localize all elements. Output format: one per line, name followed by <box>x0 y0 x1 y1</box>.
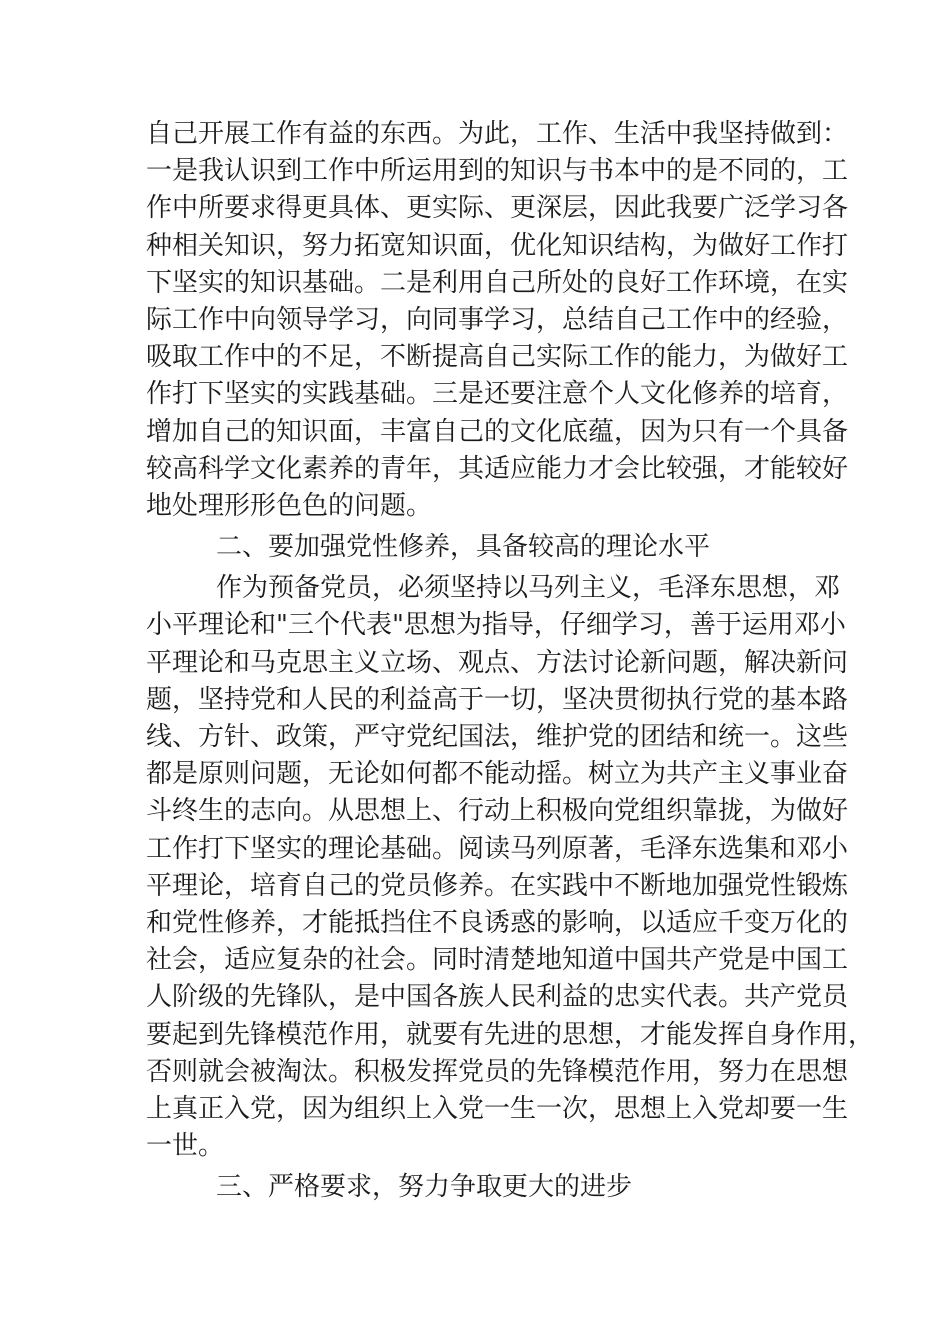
text-line: 平理论和马克思主义立场、观点、方法讨论新问题，解决新问 <box>146 647 849 678</box>
text-line: 一是我认识到工作中所运用到的知识与书本中的是不同的，工 <box>146 156 849 187</box>
text-line: 人阶级的先锋队，是中国各族人民利益的忠实代表。共产党员 <box>146 982 849 1013</box>
text-line: 际工作中向领导学习，向同事学习，总结自己工作中的经验， <box>146 304 849 335</box>
text-line: 线、方针、政策，严守党纪国法，维护党的团结和统一。这些 <box>146 722 849 752</box>
text-line: 作为预备党员，必须坚持以马列主义，毛泽东思想，邓 <box>216 573 841 604</box>
text-line: 吸取工作中的不足，不断提高自己实际工作的能力，为做好工 <box>146 342 849 373</box>
section-heading-3: 三、严格要求，努力争取更大的进步 <box>216 1172 633 1203</box>
text-line: 社会，适应复杂的社会。同时清楚地知道中国共产党是中国工 <box>146 945 849 976</box>
text-line: 较高科学文化素养的青年，其适应能力才会比较强，才能较好 <box>146 453 849 484</box>
text-line: 工作打下坚实的理论基础。阅读马列原著，毛泽东选集和邓小 <box>146 833 849 864</box>
text-line: 增加自己的知识面，丰富自己的文化底蕴，因为只有一个具备 <box>146 416 849 447</box>
text-line: 作中所要求得更具体、更实际、更深层，因此我要广泛学习各 <box>146 193 849 224</box>
document-body <box>146 116 875 1206</box>
text-line: 上真正入党，因为组织上入党一生一次，思想上入党却要一生 <box>146 1093 849 1124</box>
text-line: 一世。 <box>146 1131 225 1162</box>
text-line: 要起到先锋模范作用，就要有先进的思想，才能发挥自身作用， <box>146 1019 875 1050</box>
section-heading-2: 二、要加强党性修养，具备较高的理论水平 <box>216 532 711 563</box>
text-line: 题，坚持党和人民的利益高于一切，坚决贯彻执行党的基本路 <box>146 684 849 715</box>
paragraph-2 <box>146 570 875 1165</box>
text-line: 下坚实的知识基础。二是利用自己所处的良好工作环境，在实 <box>146 267 849 298</box>
text-line: 斗终生的志向。从思想上、行动上积极向党组织靠拢，为做好 <box>146 796 849 827</box>
text-line: 地处理形形色色的问题。 <box>146 490 433 521</box>
text-line: 作打下坚实的实践基础。三是还要注意个人文化修养的培育， <box>146 379 849 410</box>
text-line: 和党性修养，才能抵挡住不良诱惑的影响，以适应千变万化的 <box>146 907 849 938</box>
paragraph-1 <box>146 116 849 525</box>
text-line: 都是原则问题，无论如何都不能动摇。树立为共产主义事业奋 <box>146 759 849 790</box>
text-line: 平理论，培育自己的党员修养。在实践中不断地加强党性锻炼 <box>146 870 849 901</box>
text-line: 小平理论和"三个代表"思想为指导，仔细学习，善于运用邓小 <box>146 610 846 641</box>
text-line: 否则就会被淘汰。积极发挥党员的先锋模范作用，努力在思想 <box>146 1056 849 1087</box>
text-line: 种相关知识，努力拓宽知识面，优化知识结构，为做好工作打 <box>146 230 849 261</box>
text-line: 自己开展工作有益的东西。为此，工作、生活中我坚持做到： <box>146 119 849 149</box>
